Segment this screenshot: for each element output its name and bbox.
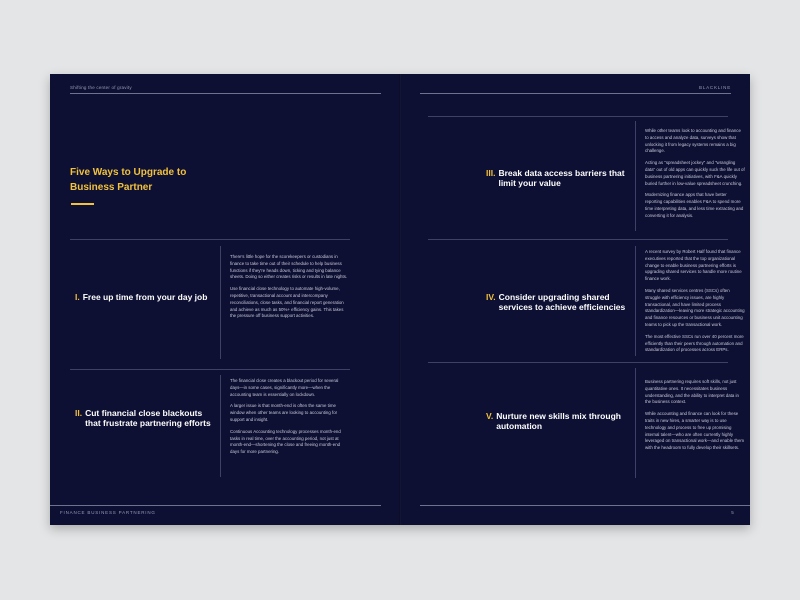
section-number: III. (486, 168, 496, 178)
body-paragraph: The financial close creates a blackout period for several days—in some cases, significantly more—when the accounting team is essentially on lockdown. (230, 378, 339, 397)
section-title: Free up time from your day job (82, 292, 208, 302)
top-rule-right (420, 93, 731, 94)
section-divider (428, 239, 728, 240)
section-divider (70, 369, 350, 370)
column-divider (220, 375, 221, 477)
section-heading (75, 408, 215, 428)
body-paragraph: While other teams look to accounting and finance to access and analyze data, surveys show that unlocking it from legacy systems remains a big challenge. (645, 128, 741, 154)
section-body (645, 379, 745, 457)
section-divider (428, 116, 728, 117)
section-title: Cut financial close blackouts that frustrate partnering efforts (85, 408, 211, 428)
section-heading (486, 292, 626, 312)
section-heading (486, 168, 626, 188)
body-paragraph: Continuous Accounting technology processes month-end tasks in real time, over the accounting period, not just at month-end—shortening the close and freeing month-end days for more partnering. (230, 428, 341, 455)
section-heading (75, 292, 217, 302)
page-title: Five Ways to Upgrade to Business Partner (70, 167, 187, 193)
top-rule-left (70, 93, 381, 94)
right-page (400, 74, 750, 525)
column-divider (220, 246, 221, 359)
bottom-rule-left (50, 505, 381, 506)
section-heading (486, 411, 626, 431)
section-body (645, 128, 745, 225)
section-body (230, 378, 348, 461)
title-underline (71, 203, 94, 205)
section-number: V. (486, 411, 494, 421)
section-divider (70, 239, 350, 240)
section-body (230, 254, 348, 325)
body-paragraph: A recent survey by Robert Half found that finance executives reported that the top organizational change to enable business partnering efforts is upgrading shared services to handle more routine finance work. (645, 249, 742, 282)
section-number: II. (75, 408, 83, 418)
column-divider (635, 121, 636, 231)
left-page (50, 74, 400, 525)
running-head-right: BLACKLINE (699, 85, 731, 90)
footer-left: FINANCE BUSINESS PARTNERING (60, 510, 156, 515)
section-body (645, 249, 745, 359)
body-paragraph: There's little hope for the scorekeepers or custodians in finance to take time out of their schedule to help business functions if they're heads down, ticking and tying balance sheets. Doing so either creates risks or results in late nights. (230, 254, 348, 280)
body-paragraph: Acting as "spreadsheet jockey" and "wrangling data" out of old apps can quickly suck the life out of business partnering initiatives, with F&A quickly buried further in low-value spreadsheet crunching. (645, 160, 745, 186)
body-paragraph: Modernizing finance apps that have better reporting capabilities enables F&A to spend more time interpreting data, and less time extracting and converting it for analysis. (645, 192, 744, 218)
section-title: Consider upgrading shared services to achieve efficiencies (498, 292, 626, 312)
page-number: 5 (731, 510, 734, 515)
section-number: IV. (486, 292, 496, 302)
running-head-left: Shifting the center of gravity (70, 85, 132, 90)
section-divider (428, 362, 728, 363)
body-paragraph: A larger issue is that month-end is often the same time window when other teams are looking to accounting for support and insight. (230, 403, 338, 422)
body-paragraph: While accounting and finance can look for these traits in new hires, a smarter way is to use technology and process to free up promising internal talent—who are often currently highly leveraged on transactional work—and enable them with the headroom to fully develop their skillsets. (645, 411, 745, 451)
column-divider (635, 368, 636, 478)
section-title: Nurture new skills mix through automation (496, 411, 621, 431)
body-paragraph: Business partnering requires soft skills, not just quantitative ones. It necessitates business understanding, and the ability to interpret data in the business context. (645, 379, 739, 405)
brochure-spread (50, 74, 750, 525)
body-paragraph: Many shared services centres (SSCs) often struggle with efficiency issues, are highly transactional, and have limited process standardization—leaving more strategic accounting and finance resources or business unit accounting teams to pick up the transactional work. (645, 287, 745, 327)
section-number: I. (75, 292, 80, 302)
section-title: Break data access barriers that limit your value (498, 168, 625, 188)
column-divider (635, 246, 636, 356)
body-paragraph: Use financial close technology to automate high-volume, repetitive, transactional account and intercompany reconciliations, close tasks, and financial report generation and achieve as much as 50%+ efficiency gains. This takes the pressure off business support activities. (230, 286, 344, 319)
bottom-rule-right (420, 505, 750, 506)
body-paragraph: The most effective SSCs run over 40 percent more efficiently than their peers through automation and standardization of processes across ERPs. (645, 333, 744, 353)
